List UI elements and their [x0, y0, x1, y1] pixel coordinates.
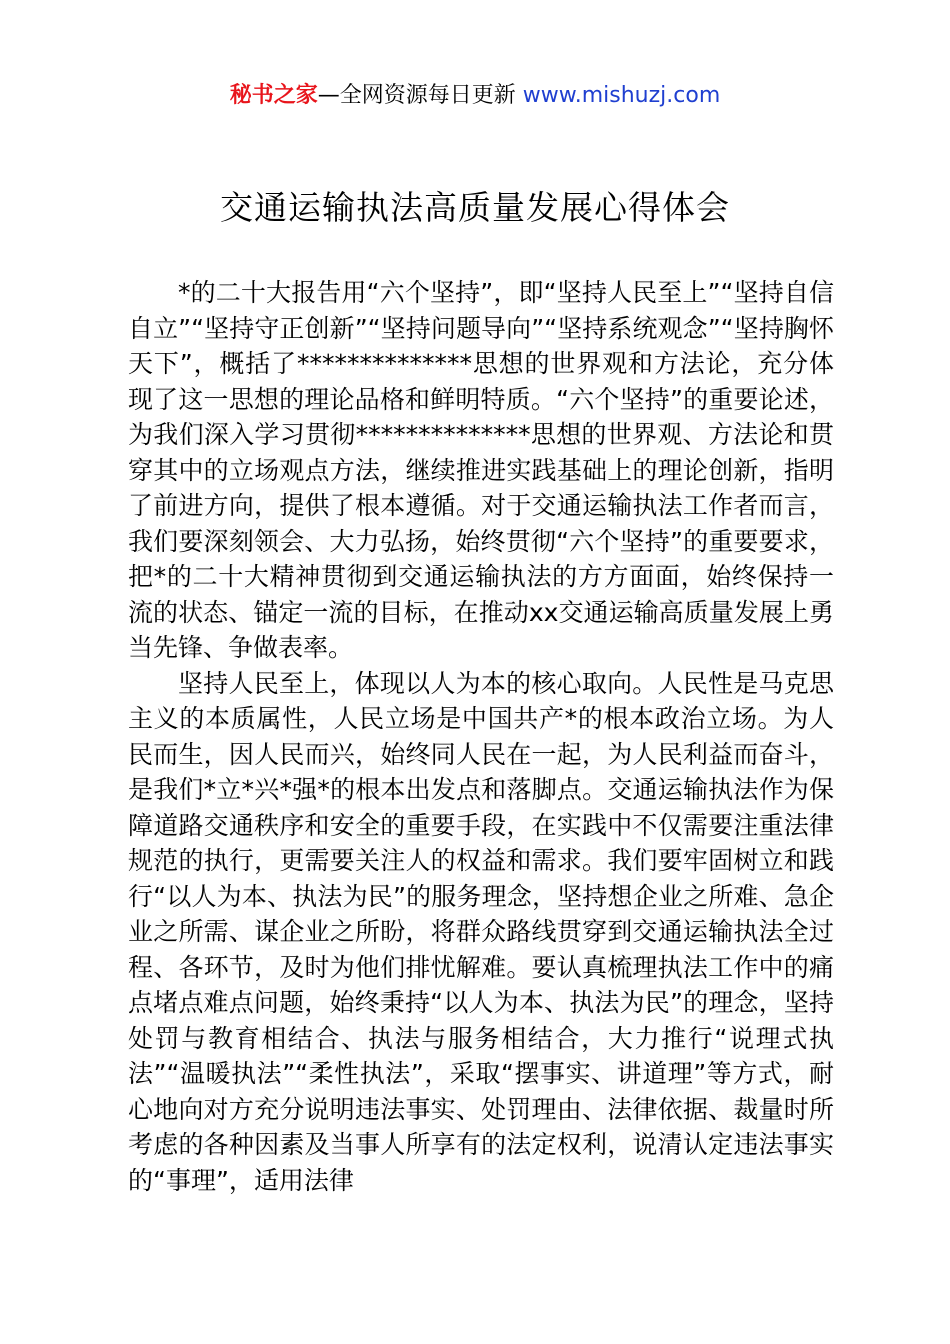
- paragraph-people-first: 坚持人民至上，体现以人为本的核心取向。人民性是马克思主义的本质属性，人民立场是中国共产*的根本政治立场。为人民而生，因人民而兴，始终同人民在一起，为人民利益而奋斗，是我们*立*兴*强*的根本出发点和落脚点。交通运输执法作为保障道路交通秩序和安全的重要手段，在实践中不仅需要注重法律规范的执行，更需要关注人的权益和需求。我们要牢固树立和践行“以人为本、执法为民”的服务理念，坚持想企业之所难、急企业之所需、谋企业之所盼，将群众路线贯穿到交通运输执法全过程、各环节，及时为他们排忧解难。要认真梳理执法工作中的痛点堵点难点问题，始终秉持“以人为本、执法为民”的理念，坚持处罚与教育相结合、执法与服务相结合，大力推行“说理式执法”“温暖执法”“柔性执法”，采取“摆事实、讲道理”等方式，耐心地向对方充分说明违法事实、处罚理由、法律依据、裁量时所考虑的各种因素及当事人所享有的法定权利，说清认定违法事实的“事理”，适用法律: [128, 668, 834, 1195]
- site-brand: 秘书之家: [229, 83, 318, 108]
- document-body: [128, 275, 834, 1198]
- site-url-link[interactable]: www.mishuzj.com: [522, 83, 721, 108]
- site-header: [0, 80, 950, 112]
- paragraph-intro: *的二十大报告用“六个坚持”，即“坚持人民至上”“坚持自信自立”“坚持守正创新”“坚持问题导向”“坚持系统观念”“坚持胸怀天下”，概括了**************思想的世界观和方法论，充分体现了这一思想的理论品格和鲜明特质。“六个坚持”的重要论述，为我们深入学习贯彻**************思想的世界观、方法论和贯穿其中的立场观点方法，继续推进实践基础上的理论创新，指明了前进方向，提供了根本遵循。对于交通运输执法工作者而言，我们要深刻领会、大力弘扬，始终贯彻“六个坚持”的重要要求，把*的二十大精神贯彻到交通运输执法的方方面面，始终保持一流的状态、锚定一流的目标，在推动xx交通运输高质量发展上勇当先锋、争做表率。: [128, 278, 834, 662]
- site-tagline: —全网资源每日更新: [317, 83, 523, 108]
- document-title: 交通运输执法高质量发展心得体会: [220, 188, 730, 227]
